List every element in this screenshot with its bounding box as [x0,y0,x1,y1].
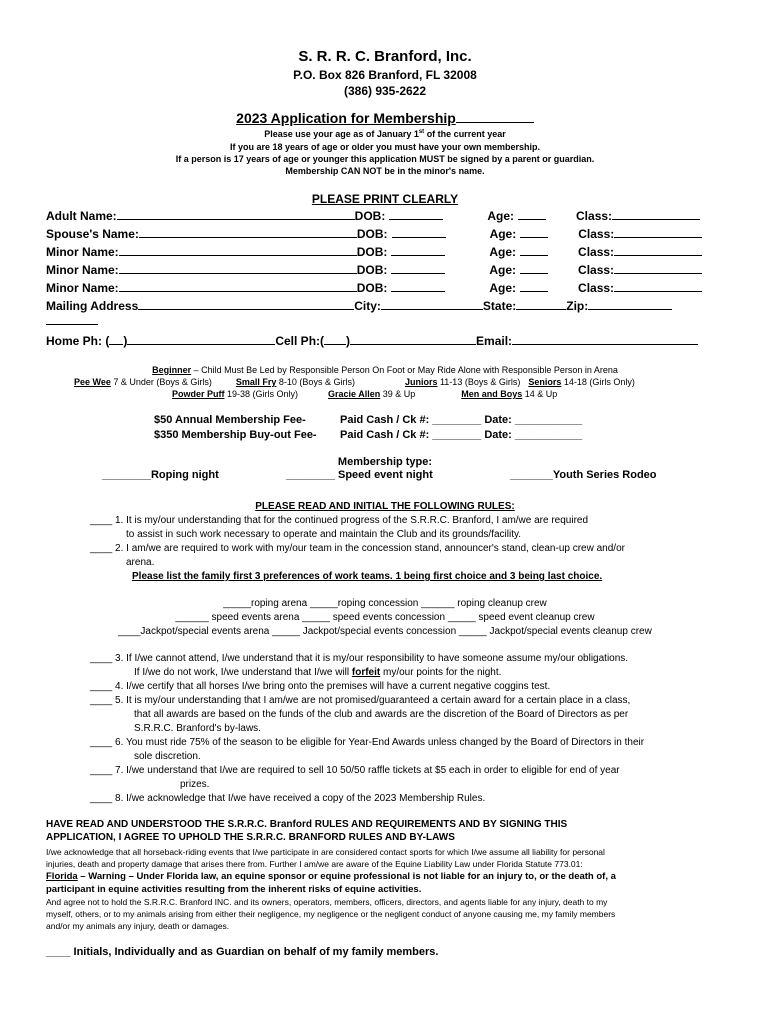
age-label: Age: [489,263,517,277]
gracie-desc: 39 & Up [380,389,416,399]
warning-line-2: participant in equine activities resulting from the inherent risks of equine activities. [46,884,422,895]
member-row [46,208,700,223]
print-clearly: PLEASE PRINT CLEARLY [311,192,459,206]
form-title-text: 2023 Application for Membership [236,110,456,126]
cell-area-field[interactable] [324,333,346,345]
class-beginner [0,365,770,375]
rule-2-cont: arena. [126,557,155,568]
cell-ph-label: Cell Ph:( [275,334,325,348]
member-label: Adult Name: [46,209,117,223]
state-field[interactable] [516,298,566,310]
class-row-2 [172,389,557,399]
dob-field[interactable] [391,262,445,274]
buyout-fee-label: $350 Membership Buy-out Fee- [154,429,317,441]
mailing-field-cont[interactable] [46,324,98,325]
rule-5: ____ 5. It is my/our understanding that I am/we are not promised/guaranteed a certain award for a certain place in a class, [90,695,631,706]
agreement-p4: myself, others, or to my animals arising from either their negligence, my negligence or the negligent conduct of anyone causing me, my family members [46,909,616,919]
email-label: Email: [476,334,513,348]
member-row [46,244,702,259]
class-label: Class: [578,245,615,259]
agreement-p5: and/or my animals any injury, death or damages. [46,921,230,931]
org-phone: (386) 935-2622 [343,84,427,98]
city-field[interactable] [381,298,483,310]
adult-note: If you are 18 years of age or older you must have your own membership. [229,142,541,152]
type-speed[interactable]: ________ Speed event night [286,469,433,481]
class-label: Class: [578,281,615,295]
cell-ph-field[interactable] [350,333,476,345]
annual-fee-label: $50 Annual Membership Fee- [154,414,306,426]
member-row [46,280,702,295]
buyout-paid: Paid Cash / Ck #: ________ [340,429,482,441]
title-underline [456,111,534,123]
age-field[interactable] [520,244,548,256]
rule-7: ____ 7. I/we understand that I/we are required to sell 10 50/50 raffle tickets at $5 each in order to eligible for end of year [90,765,620,776]
seniors-desc: 14-18 (Girls Only) [561,377,635,387]
preferences-note: Please list the family first 3 preferences of work teams. 1 being first choice and 3 being last choice. [132,571,603,582]
member-name-field[interactable] [139,226,357,238]
dob-label: DOB: [356,245,388,259]
rule-7-cont: prizes. [180,779,210,790]
rule-3-cont [134,667,501,678]
teams-speed: ______ speed events arena _____ speed events concession _____ speed event cleanup crew [175,612,595,623]
age-label: Age: [489,227,517,241]
class-label: Class: [576,209,613,223]
age-note-sup: st [418,129,425,135]
age-note-a: Please use your age as of January 1 [264,129,419,139]
seniors-label: Seniors [528,377,562,387]
gracie-label: Gracie Allen [328,389,381,399]
rule-5-cont-2: S.R.R.C. Branford's by-laws. [134,723,261,734]
mailing-field[interactable] [138,298,354,310]
menboys-label: Men and Boys [461,389,523,399]
dob-label: DOB: [356,281,388,295]
smallfry-desc: 8-10 (Boys & Girls) [276,377,355,387]
rule-3-cont-a: If I/we do not work, I/we understand that I/we will [134,667,352,678]
beginner-desc: – Child Must Be Led by Responsible Person On Foot or May Ride Alone with Responsible Person in Arena [191,365,618,375]
age-field[interactable] [520,226,548,238]
type-roping[interactable]: ________Roping night [102,469,219,481]
dob-field[interactable] [391,244,445,256]
member-label: Spouse's Name: [46,227,139,241]
age-field[interactable] [520,262,548,274]
class-field[interactable] [614,244,702,256]
phone-row [46,333,698,348]
age-note [0,129,770,139]
age-label: Age: [487,209,515,223]
rule-3-cont-c: my/our points for the night. [380,667,502,678]
agreement-heading-2: APPLICATION, I AGREE TO UPHOLD THE S.R.R.C. BRANFORD RULES AND BY-LAWS [46,832,455,843]
warning-line-1 [46,871,616,882]
class-field[interactable] [614,226,702,238]
agreement-heading-1: HAVE READ AND UNDERSTOOD THE S.R.R.C. Branford RULES AND REQUIREMENTS AND BY SIGNING THIS [46,819,568,830]
dob-field[interactable] [391,280,445,292]
rule-4: ____ 4. I/we certify that all horses I/we bring onto the premises will have a current negative coggins test. [90,681,551,692]
age-label: Age: [489,281,517,295]
dob-label: DOB: [356,227,388,241]
class-label: Class: [578,227,615,241]
rule-2: ____ 2. I am/we are required to work with my/our team in the concession stand, announcer's stand, clean-up crew and/or [90,543,625,554]
annual-paid: Paid Cash / Ck #: ________ [340,414,482,426]
agreement-p1: I/we acknowledge that all horseback-riding events that I/we participate in are considered contact sports for which I/we assume all liability for personal [46,847,605,857]
home-ph-label: Home Ph: ( [46,334,110,348]
rule-5-cont: that all awards are based on the funds of the club and awards are the discretion of the Board of Directors as per [134,709,629,720]
class-field[interactable] [614,262,702,274]
dob-label: DOB: [356,263,388,277]
agreement-p2: injuries, death and property damage that arises there from. Further I am/we are aware of the Equine Liability Law under Florida Statute 773.01: [46,859,583,869]
minor-note: If a person is 17 years of age or younger this application MUST be signed by a parent or guardian. [175,154,595,164]
mailing-label: Mailing Address [46,299,139,313]
member-label: Minor Name: [46,263,119,277]
initials-line[interactable]: ____ Initials, Individually and as Guardian on behalf of my family members. [46,946,439,958]
home-area-field[interactable] [109,333,123,345]
member-name-field[interactable] [119,280,357,292]
rule-6-cont: sole discretion. [134,751,201,762]
dob-field[interactable] [389,208,443,220]
class-row-1 [74,377,635,387]
age-field[interactable] [518,208,546,220]
home-ph-close: ) [123,334,128,348]
rule-8: ____ 8. I/we acknowledge that I/we have received a copy of the 2023 Membership Rules. [90,793,486,804]
member-row [46,262,702,277]
dob-field[interactable] [392,226,446,238]
cell-ph-close: ) [346,334,351,348]
rule-3: ____ 3. If I/we cannot attend, I/we understand that it is my/our responsibility to have someone assume my/our obligations. [90,653,629,664]
member-name-field[interactable] [119,244,357,256]
org-name: S. R. R. C. Branford, Inc. [298,48,472,65]
member-label: Minor Name: [46,245,119,259]
home-ph-field[interactable] [127,333,275,345]
teams-jackpot: ____Jackpot/special events arena _____ Jackpot/special events concession _____ Jackpot/special events cleanup crew [118,626,652,637]
buyout-fee-row [154,429,582,441]
juniors-label: Juniors [404,377,438,387]
rule-6: ____ 6. You must ride 75% of the season to be eligible for Year-End Awards unless changed by the Board of Directors in their [90,737,645,748]
age-label: Age: [489,245,517,259]
rules-heading: PLEASE READ AND INITIAL THE FOLLOWING RULES: [255,501,515,512]
type-youth[interactable]: _______Youth Series Rodeo [510,469,657,481]
age-note-b: of the current year [424,129,506,139]
zip-label: Zip: [566,299,589,313]
member-name-field[interactable] [119,262,357,274]
menboys-desc: 14 & Up [522,389,558,399]
warning-text-1: – Warning – Under Florida law, an equine sponsor or equine professional is not liable for an injury to, or the death of, a [77,871,616,882]
state-label: State: [482,299,517,313]
agreement-p3: And agree not to hold the S.R.R.C. Branford INC. and its owners, operators, members, officers, directors, and agents liable for any injury, death to my [46,897,608,907]
class-label: Class: [578,263,615,277]
city-label: City: [354,299,381,313]
rule-1-cont: to assist in such work necessary to operate and maintain the Club and its grounds/facility. [126,529,522,540]
dob-label: DOB: [354,209,386,223]
zip-field[interactable] [588,298,672,310]
beginner-label: Beginner [152,365,192,375]
annual-fee-row [154,414,582,426]
minor-name-note: Membership CAN NOT be in the minor's name. [285,166,485,176]
form-title [0,110,770,126]
juniors-desc: 11-13 (Boys & Girls) [437,377,521,387]
peewee-label: Pee Wee [74,377,111,387]
smallfry-label: Small Fry [235,377,277,387]
powderpuff-label: Powder Puff [172,389,225,399]
buyout-date: Date: ___________ [484,429,583,441]
annual-date: Date: ___________ [484,414,583,426]
member-label: Minor Name: [46,281,119,295]
member-name-field[interactable] [117,208,355,220]
rule-1: ____ 1. It is my/our understanding that for the continued progress of the S.R.R.C. Branford, I am/we are required [90,515,589,526]
powderpuff-desc: 19-38 (Girls Only) [224,389,299,399]
class-field[interactable] [612,208,700,220]
teams-roping: _____roping arena _____roping concession ______ roping cleanup crew [223,598,547,609]
member-row [46,226,702,241]
mailing-row [46,298,672,313]
peewee-desc: 7 & Under (Boys & Girls) [110,377,212,387]
age-field[interactable] [520,280,548,292]
florida-word: Florida [46,871,78,882]
forfeit-word: forfeit [351,667,381,678]
class-field[interactable] [614,280,702,292]
email-field[interactable] [512,333,698,345]
org-address: P.O. Box 826 Branford, FL 32008 [293,68,477,82]
membership-type-label: Membership type: [337,456,433,468]
